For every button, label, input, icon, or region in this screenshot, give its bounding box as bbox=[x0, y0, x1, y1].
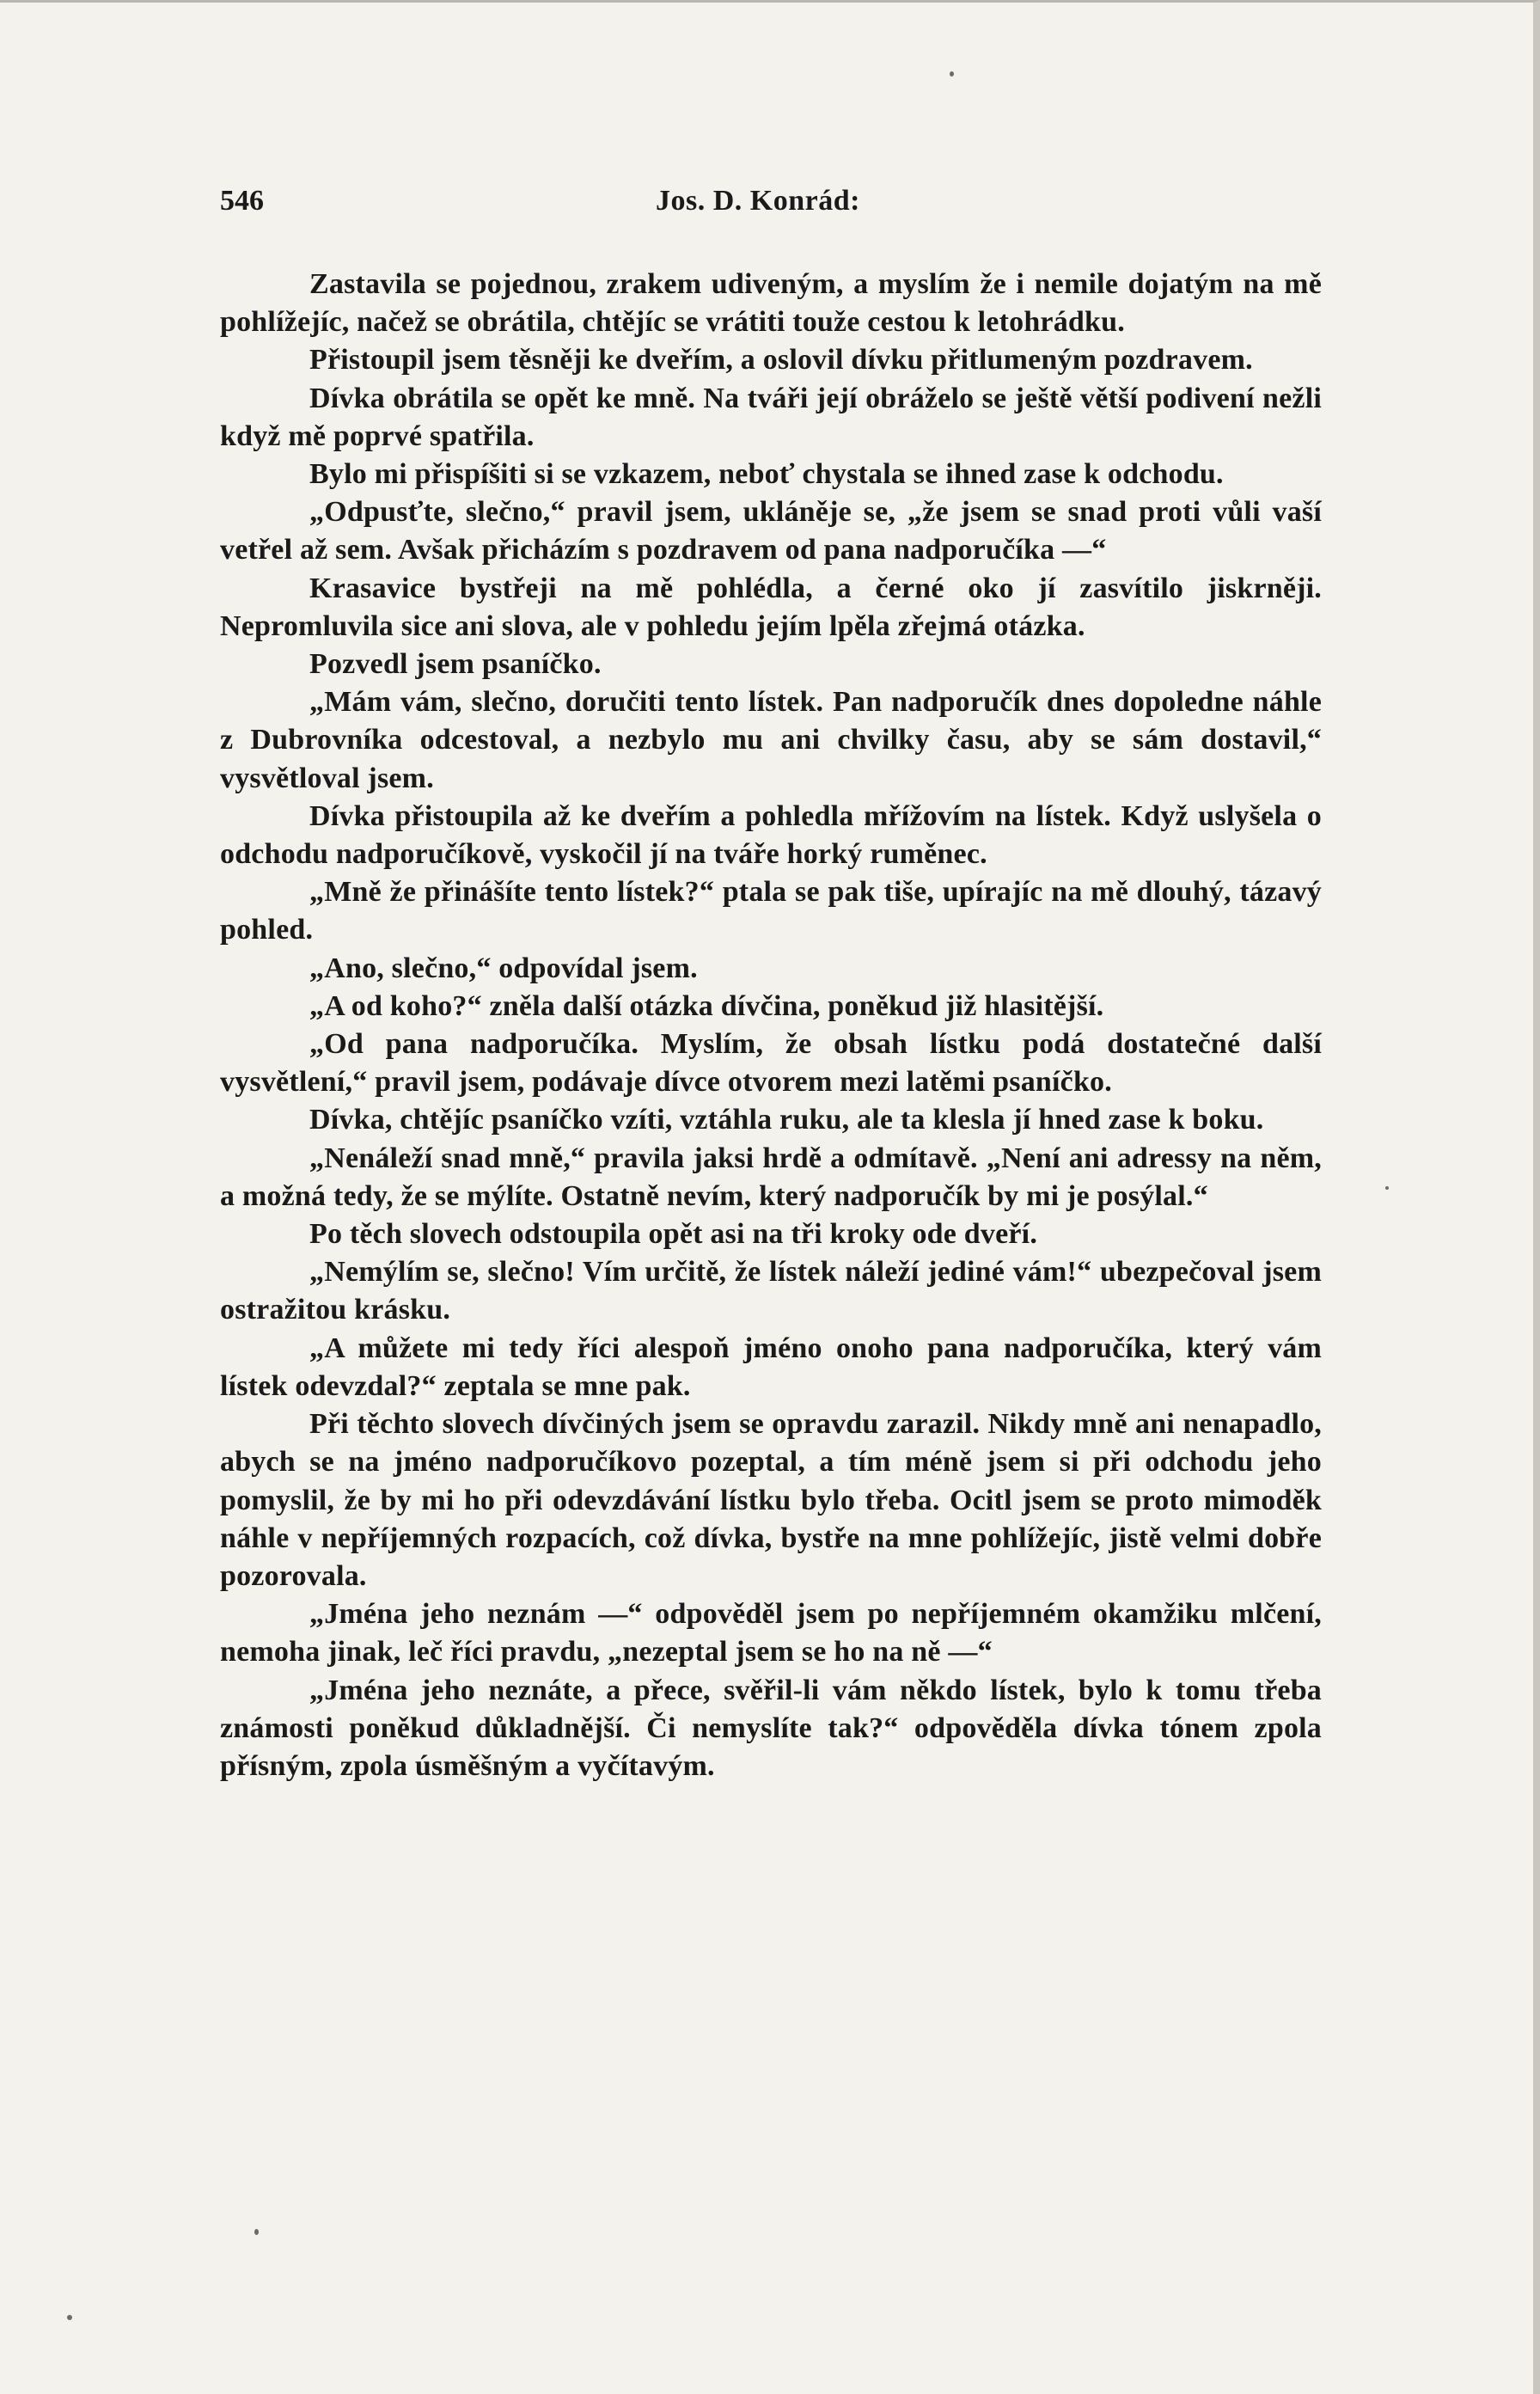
paragraph: Dívka, chtějíc psaníčko vzíti, vztáhla ruku, ale ta klesla jí hned zase k boku. bbox=[309, 1104, 1264, 1136]
paragraph: „Mám vám, slečno, doručiti tento lístek. Pan nadporučík dnes dopoledne náhle z Dubrovníka odcestoval, a nezbylo mu ani chvilky času, aby se sám dostavil,“ vysvětloval jsem. bbox=[220, 686, 1322, 794]
paragraph: „A můžete mi tedy říci alespoň jméno onoho pana nadporučíka, který vám lístek odevzdal?“ zeptala se mne pak. bbox=[220, 1332, 1322, 1402]
paragraph: Při těchto slovech dívčiných jsem se opravdu zarazil. Nikdy mně ani nenapadlo, abych se na jméno nadporučíkovo pozeptal, a tím méně jsem si při odchodu jeho pomyslil, že by mi ho při odevzdávání lístku bylo třeba. Ocitl jsem se proto mimoděk náhle v nepříjemných rozpacích, což dívka, bystře na mne pohlížejíc, jistě velmi dobře pozorovala. bbox=[220, 1408, 1322, 1592]
print-speck bbox=[1385, 1186, 1389, 1190]
print-speck bbox=[67, 2315, 72, 2320]
paragraph: „Nenáleží snad mně,“ pravila jaksi hrdě a odmítavě. „Není ani adressy na něm, a možná tedy, že se mýlíte. Ostatně nevím, který nadporučík by mi je posýlal.“ bbox=[220, 1142, 1322, 1212]
paragraph: „Nemýlím se, slečno! Vím určitě, že lístek náleží jediné vám!“ ubezpečoval jsem ostražitou krásku. bbox=[220, 1256, 1322, 1326]
page-header bbox=[220, 185, 1322, 219]
paragraph: Krasavice bystřeji na mě pohlédla, a černé oko jí zasvítilo jiskrněji. Nepromluvila sice ani slova, ale v pohledu jejím lpěla zřejmá otázka. bbox=[220, 572, 1322, 642]
paragraph: Zastavila se pojednou, zrakem udiveným, a myslím že i nemile dojatým na mě pohlížejíc, načež se obrátila, chtějíc se vrátiti touže cestou k letohrádku. bbox=[220, 268, 1322, 339]
paragraph: „Od pana nadporučíka. Myslím, že obsah lístku podá dostatečné další vysvětlení,“ pravil jsem, podávaje dívce otvorem mezi latěmi psaníčko. bbox=[220, 1028, 1322, 1099]
paragraph: „Odpusťte, slečno,“ pravil jsem, ukláněje se, „že jsem se snad proti vůli vaší vetřel až sem. Avšak přicházím s pozdravem od pana nadporučíka —“ bbox=[220, 496, 1322, 566]
body-text bbox=[220, 266, 1322, 1785]
paragraph: Pozvedl jsem psaníčko. bbox=[309, 648, 602, 681]
print-speck bbox=[254, 2229, 259, 2235]
paragraph: Po těch slovech odstoupila opět asi na tři kroky ode dveří. bbox=[309, 1218, 1038, 1251]
paragraph: Dívka přistoupila až ke dveřím a pohledla mřížovím na lístek. Když uslyšela o odchodu nadporučíkově, vyskočil jí na tváře horký ruměnec. bbox=[220, 799, 1322, 871]
paragraph: „Mně že přinášíte tento lístek?“ ptala se pak tiše, upírajíc na mě dlouhý, tázavý pohled. bbox=[220, 876, 1322, 946]
paragraph: Dívka obrátila se opět ke mně. Na tváři její obráželo se ještě větší podivení nežli když mě poprvé spatřila. bbox=[220, 382, 1322, 452]
paragraph: Bylo mi přispíšiti si se vzkazem, neboť chystala se ihned zase k odchodu. bbox=[309, 458, 1224, 491]
paragraph: „Jména jeho neznáte, a přece, svěřil-li vám někdo lístek, bylo k tomu třeba známosti poněkud důkladnější. Či nemyslíte tak?“ odpověděla dívka tónem zpola přísným, zpola úsměšným a vyčítavým. bbox=[220, 1674, 1322, 1782]
print-speck bbox=[950, 71, 954, 77]
paragraph: Přistoupil jsem těsněji ke dveřím, a oslovil dívku přitlumeným pozdravem. bbox=[309, 344, 1253, 377]
running-title: Jos. D. Konrád: bbox=[656, 185, 860, 217]
paragraph: „Ano, slečno,“ odpovídal jsem. bbox=[309, 952, 698, 984]
paragraph: „Jména jeho neznám —“ odpověděl jsem po nepříjemném okamžiku mlčení, nemoha jinak, leč říci pravdu, „nezeptal jsem se ho na ně —“ bbox=[220, 1598, 1322, 1668]
page-number: 546 bbox=[220, 185, 264, 217]
paragraph: „A od koho?“ zněla další otázka dívčina, poněkud již hlasitější. bbox=[309, 989, 1104, 1022]
